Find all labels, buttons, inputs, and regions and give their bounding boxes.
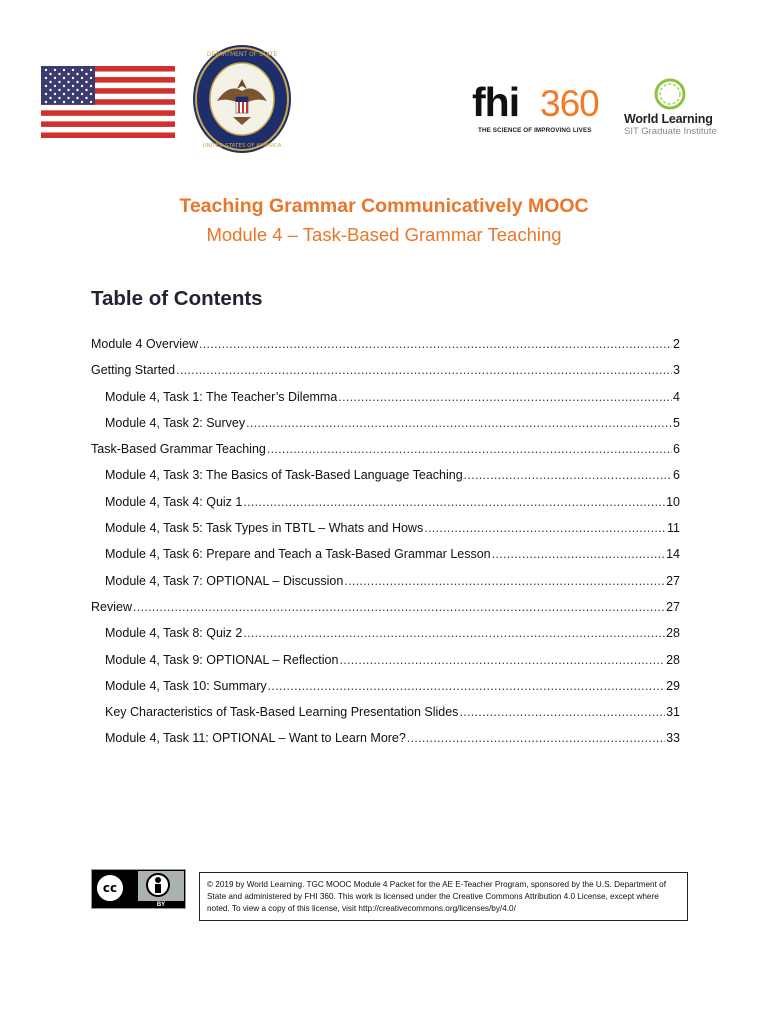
document-title: Teaching Grammar Communicatively MOOC [179, 195, 589, 217]
person-icon [146, 873, 170, 897]
toc-entry-label: Task-Based Grammar Teaching [91, 442, 266, 457]
toc-entry-label: Module 4, Task 11: OPTIONAL – Want to Learn More? [105, 731, 406, 746]
fhi360-logo-number: 360 [540, 83, 599, 124]
department-of-state-seal [191, 43, 293, 155]
toc-entry-page: 10 [666, 494, 680, 509]
toc-entry[interactable] [91, 515, 680, 541]
toc-entry[interactable] [91, 673, 680, 699]
toc-dot-leader [492, 541, 665, 567]
world-learning-subtitle: SIT Graduate Institute [624, 126, 717, 137]
document-title-block [0, 190, 768, 248]
toc-dot-leader [133, 594, 665, 620]
toc-heading: Table of Contents [91, 287, 263, 310]
toc-entry[interactable] [91, 594, 680, 620]
toc-entry[interactable] [91, 331, 680, 357]
toc-entry-label: Module 4, Task 7: OPTIONAL – Discussion [105, 573, 344, 588]
toc-entry-label: Module 4, Task 2: Survey [105, 415, 246, 430]
toc-entry-page: 14 [666, 547, 680, 562]
toc-entry-page: 31 [666, 705, 680, 720]
toc-entry-page: 33 [666, 731, 680, 746]
toc-entry[interactable] [91, 410, 680, 436]
toc-dot-leader [459, 699, 665, 725]
toc-entry[interactable] [91, 489, 680, 515]
cc-icon: cc [95, 873, 125, 903]
toc-entry-page: 29 [666, 678, 680, 693]
toc-entry-label: Review [91, 599, 132, 614]
toc-entry-label: Key Characteristics of Task-Based Learning Presentation Slides [105, 705, 459, 720]
license-text: © 2019 by World Learning. TGC MOOC Module 4 Packet for the AE E-Teacher Program, sponsored by the U.S. Department of State and administered by FHI 360. This work is licensed under the Creative Commons Attribution 4.0 License, except where noted. To view a copy of this license, visit http://creativecommons.org/licenses/by/4.0/ [199, 872, 688, 921]
toc-entry[interactable] [91, 384, 680, 410]
toc-dot-leader [338, 384, 672, 410]
toc-dot-leader [268, 673, 665, 699]
fhi360-logo [470, 79, 599, 140]
toc-entry-label: Module 4, Task 4: Quiz 1 [105, 494, 243, 509]
toc-dot-leader [176, 357, 672, 383]
toc-dot-leader [407, 725, 665, 751]
toc-entry-label: Module 4, Task 9: OPTIONAL – Reflection [105, 652, 339, 667]
toc-entry-page: 11 [667, 521, 680, 536]
toc-dot-leader [243, 620, 665, 646]
toc-entry-label: Module 4, Task 5: Task Types in TBTL – Whats and Hows [105, 521, 424, 536]
toc-entry[interactable] [91, 357, 680, 383]
toc-entry-page: 4 [673, 389, 680, 404]
toc-entry-page: 3 [673, 363, 680, 378]
fhi360-tagline: THE SCIENCE OF IMPROVING LIVES [478, 127, 592, 134]
toc-entry[interactable] [91, 541, 680, 567]
toc-entry[interactable] [91, 725, 680, 751]
toc-entry-label: Module 4, Task 8: Quiz 2 [105, 626, 243, 641]
toc-entry-label: Module 4 Overview [91, 337, 198, 351]
toc-entry-page: 6 [673, 442, 680, 457]
toc-entry-label: Module 4, Task 3: The Basics of Task-Based Language Teaching [105, 468, 463, 483]
toc-entry[interactable] [91, 568, 680, 594]
toc-dot-leader [243, 489, 665, 515]
toc-dot-leader [424, 515, 666, 541]
toc-entry-page: 6 [673, 468, 680, 483]
toc-dot-leader [246, 410, 672, 436]
toc-dot-leader [464, 462, 672, 488]
toc-entry[interactable] [91, 647, 680, 673]
toc-entry-page: 27 [666, 599, 680, 614]
table-of-contents [91, 331, 680, 752]
toc-entry-page: 2 [673, 337, 680, 351]
toc-entry[interactable] [91, 436, 680, 462]
toc-entry-page: 5 [673, 415, 680, 430]
world-learning-ring-icon [650, 76, 690, 116]
toc-entry-page: 28 [666, 626, 680, 641]
creative-commons-by-icon [91, 869, 186, 909]
toc-entry-label: Module 4, Task 10: Summary [105, 678, 267, 693]
toc-entry-label: Getting Started [91, 363, 176, 378]
document-subtitle: Module 4 – Task-Based Grammar Teaching [206, 224, 562, 245]
fhi360-logo-name: fhi [472, 79, 520, 125]
toc-dot-leader [267, 436, 672, 462]
logo-bar [0, 0, 768, 160]
world-learning-logo [618, 74, 722, 144]
toc-dot-leader [199, 331, 672, 357]
cc-by-label: BY [156, 902, 166, 908]
svg-text:UNITED STATES OF AMERICA: UNITED STATES OF AMERICA [202, 143, 282, 149]
world-learning-name: World Learning [624, 112, 713, 126]
svg-text:DEPARTMENT OF STATE: DEPARTMENT OF STATE [206, 51, 278, 58]
toc-entry[interactable] [91, 462, 680, 488]
toc-entry[interactable] [91, 620, 680, 646]
toc-dot-leader [339, 647, 665, 673]
united-states-flag [41, 66, 175, 138]
toc-dot-leader [344, 568, 665, 594]
toc-entry-label: Module 4, Task 6: Prepare and Teach a Task-Based Grammar Lesson [105, 547, 491, 562]
toc-entry-page: 28 [666, 652, 680, 667]
toc-entry-page: 27 [666, 573, 680, 588]
toc-entry-label: Module 4, Task 1: The Teacher’s Dilemma [105, 389, 338, 404]
toc-entry[interactable] [91, 699, 680, 725]
